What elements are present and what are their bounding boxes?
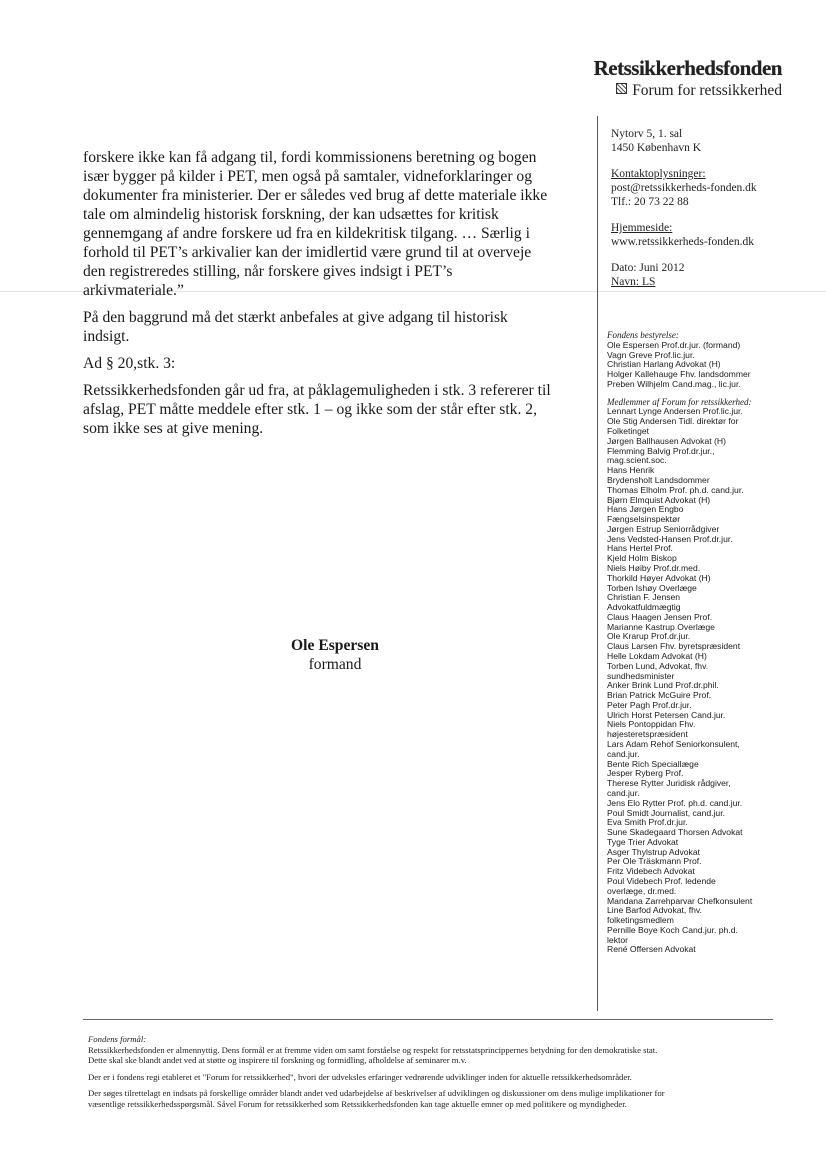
forum-member: Fritz Videbech Advokat <box>607 866 695 877</box>
text-line: indsigt. <box>83 328 130 345</box>
forum-member: Poul Videbech Prof. ledende <box>607 875 716 886</box>
forum-member: Claus Larsen Fhv. byretspræsident <box>607 641 741 652</box>
forum-member: Niels Høiby Prof.dr.med. <box>607 562 701 573</box>
forum-member: René Offersen Advokat <box>607 944 696 955</box>
forum-member: Jens Vedsted-Hansen Prof.dr.jur. <box>607 533 733 544</box>
website-details <box>611 221 791 249</box>
forum-member: Lars Adam Rehof Seniorkonsulent, <box>607 739 740 750</box>
forum-member: Jørgen Estrup Seniorrådgiver <box>607 523 720 534</box>
forum-member: Ole Krarup Prof.dr.jur. <box>607 631 691 642</box>
forum-member: højesteretspræsident <box>607 729 688 740</box>
forum-member: Ulrich Horst Petersen Cand.jur. <box>607 709 726 720</box>
forum-member: Lennart Lynge Andersen Prof.lic.jur. <box>607 406 743 417</box>
column-divider <box>597 116 598 1011</box>
contact-block <box>611 127 791 289</box>
forum-member: Brydensholt Landsdommer <box>607 474 710 485</box>
date: Dato: Juni 2012 <box>611 262 685 274</box>
board-heading: Fondens bestyrelse: <box>607 330 679 340</box>
letter-body <box>83 148 593 446</box>
footer-divider <box>83 1019 773 1020</box>
forum-member: Thorkild Høyer Advokat (H) <box>607 572 711 583</box>
forum-member: Sune Skadegaard Thorsen Advokat <box>607 827 743 838</box>
phone: Tlf.: 20 73 22 88 <box>611 196 689 208</box>
forum-member: Jesper Ryberg Prof. <box>607 768 684 779</box>
forum-member: Tyge Trier Advokat <box>607 836 679 847</box>
footer-forum-note: Der er i fondens regi etableret et "Forum for retssikkerhed", hvori der udveksles erfaringer vedrørende udviklinger inden for aktuelle retssikkerhedsområder. <box>88 1071 632 1082</box>
forum-member: Mandana Zarrehparvar Chefkonsulent <box>607 895 753 906</box>
footer-effort-line-2: væsentlige retssikkerhedsspørgsmål. Såvel Forum for retssikkerhed som Retssikkerhedsfonden kan tage aktuelle emner op med politikere og myndigheder. <box>88 1098 627 1109</box>
board-member: Preben Wilhjelm Cand.mag., lic.jur. <box>607 378 741 389</box>
forum-label: Forum for retssikkerhed <box>632 82 782 99</box>
forum-members-list <box>607 407 797 955</box>
text-line: gennemgang af andre forskere ud fra en kildekritisk tilgang. … Særlig i <box>83 225 530 242</box>
forum-member: Bjørn Elmquist Advokat (H) <box>607 494 711 505</box>
address <box>611 127 791 155</box>
date-block <box>611 261 791 289</box>
text-line: som ikke ses at give mening. <box>83 420 264 437</box>
text-line: forskere ikke kan få adgang til, fordi kommissionens beretning og bogen <box>83 149 537 166</box>
forum-member: Claus Haagen Jensen Prof. <box>607 611 713 622</box>
contact-details <box>611 167 791 209</box>
forum-member: Asger Thylstrup Advokat <box>607 846 700 857</box>
text-line: afslag, PET måtte meddele efter stk. 1 – og ikke som der står efter stk. 2, <box>83 401 537 418</box>
address-line-2: 1450 København K <box>611 142 702 154</box>
forum-member: Helle Lokdam Advokat (H) <box>607 651 707 661</box>
footer <box>88 1034 778 1115</box>
signatory-name: Ole Espersen <box>291 637 379 654</box>
text-line: især bygger på kilder i PET, men også på samtaler, vidneforklaringer og <box>83 168 533 185</box>
text-line: Retssikkerhedsfonden går ud fra, at påklagemuligheden i stk. 3 refererer til <box>83 382 551 399</box>
forum-member: Brian Patrick McGuire Prof. <box>607 690 712 701</box>
forum-member: Pernille Boye Koch Cand.jur. ph.d. <box>607 924 738 935</box>
forum-member: folketingsmedlem <box>607 915 674 926</box>
forum-member: Torben Ishøy Overlæge <box>607 582 697 593</box>
section-heading: Ad § 20,stk. 3: <box>83 355 176 372</box>
text-line: den registreredes stilling, når forskere gives indsigt i PET’s <box>83 263 453 280</box>
navn: Navn: LS <box>611 276 656 288</box>
website-label: Hjemmeside: <box>611 222 673 234</box>
forum-members-heading: Medlemmer af Forum for retssikkerhed: <box>607 396 752 407</box>
forum-member: Marianne Kastrup Overlæge <box>607 621 715 632</box>
paragraph-appeal <box>83 381 593 438</box>
forum-member: Ole Stig Andersen Tidl. direktør for <box>607 416 739 427</box>
member-roster <box>607 331 797 955</box>
forum-member: Kjeld Holm Biskop <box>607 553 677 564</box>
footer-purpose-line-2: Dette skal ske blandt andet ved at støtte og inspirere til forskning og formidling, afholdelse af seminarer m.v. <box>88 1055 467 1065</box>
text-line: På den baggrund må det stærkt anbefales at give adgang til historisk <box>83 309 508 326</box>
board-list <box>607 341 797 390</box>
forum-member: Torben Lund, Advokat, fhv. <box>607 660 709 671</box>
forum-member: Christian F. Jensen <box>607 592 681 603</box>
forum-member: Hans Henrik <box>607 465 655 476</box>
footer-effort-line-1: Der søges tilrettelagt en indsats på forskellige områder blandt andet ved udarbejdelse af beskrivelser af udviklingen og diskussioner om dens mulige implikationer for <box>88 1088 665 1098</box>
organization-name: Retssikkerhedsfonden <box>593 56 782 80</box>
address-line-1: Nytorv 5, 1. sal <box>611 128 683 140</box>
forum-member: overlæge, dr.med. <box>607 885 677 896</box>
contact-label: Kontaktoplysninger: <box>611 168 706 180</box>
forum-member: lektor <box>607 934 629 945</box>
square-bullet-icon <box>616 83 627 94</box>
forum-member: Folketinget <box>607 426 650 437</box>
text-line: arkivmateriale.” <box>83 282 184 299</box>
forum-member: Niels Pontoppidan Fhv. <box>607 719 696 730</box>
forum-member: Jørgen Ballhausen Advokat (H) <box>607 435 726 446</box>
paragraph-recommendation <box>83 308 593 346</box>
forum-member: Hans Jørgen Engbo <box>607 504 684 515</box>
text-line: tale om almindelig historisk forskning, der kan udsættes for kritisk <box>83 206 499 223</box>
board-member: Vagn Greve Prof.lic.jur. <box>607 349 695 360</box>
forum-member: Anker Brink Lund Prof.dr.phil. <box>607 680 719 691</box>
footer-purpose-line-1: Retssikkerhedsfonden er almennyttig. Dens formål er at fremme viden om samt forståelse og respekt for retsstatsprincippernes betydning for den demokratiske stat. <box>88 1044 658 1055</box>
forum-member: Bente Rich Speciallæge <box>607 758 699 769</box>
forum-member: Thomas Elholm Prof. ph.d. cand.jur. <box>607 484 744 495</box>
board-member: Holger Kallehauge Fhv. landsdommer <box>607 369 751 380</box>
forum-member: Flemming Balvig Prof.dr.jur., <box>607 445 715 456</box>
forum-subtitle <box>594 82 782 100</box>
footer-heading: Fondens formål: <box>88 1034 147 1044</box>
forum-member: Jens Elo Rytter Prof. ph.d. cand.jur. <box>607 797 743 808</box>
email-link[interactable]: post@retssikkerheds-fonden.dk <box>611 182 757 194</box>
forum-member: Peter Pagh Prof.dr.jur. <box>607 699 692 710</box>
signatory-title: formand <box>308 656 362 673</box>
forum-member: Poul Smidt Journalist, cand.jur. <box>607 807 725 818</box>
forum-member: Therese Rytter Juridisk rådgiver, <box>607 778 731 789</box>
text-line: dokumenter fra ministerier. Der er således ved brug af dette materiale ikke <box>83 187 548 204</box>
text-line: forhold til PET’s arkivalier kan der imidlertid være grund til at overveje <box>83 244 532 261</box>
forum-member: cand.jur. <box>607 787 640 798</box>
forum-member: sundhedsminister <box>607 670 675 681</box>
forum-member: Per Ole Träskmann Prof. <box>607 856 702 867</box>
letterhead <box>594 56 782 100</box>
signature-block <box>230 636 440 674</box>
forum-member: cand.jur. <box>607 748 640 759</box>
board-member: Christian Harlang Advokat (H) <box>607 359 721 370</box>
forum-member: Hans Hertel Prof. <box>607 543 673 554</box>
forum-member: Advokatfuldmægtig <box>607 602 681 613</box>
forum-member: mag.scient.soc. <box>607 455 667 466</box>
forum-member: Fængselsinspektør <box>607 514 681 525</box>
forum-member: Eva Smith Prof.dr.jur. <box>607 817 688 828</box>
forum-member: Line Barfod Advokat, fhv. <box>607 905 702 916</box>
paragraph-quote <box>83 148 593 300</box>
board-member: Ole Espersen Prof.dr.jur. (formand) <box>607 339 741 350</box>
website-link[interactable]: www.retssikkerheds-fonden.dk <box>611 236 754 248</box>
